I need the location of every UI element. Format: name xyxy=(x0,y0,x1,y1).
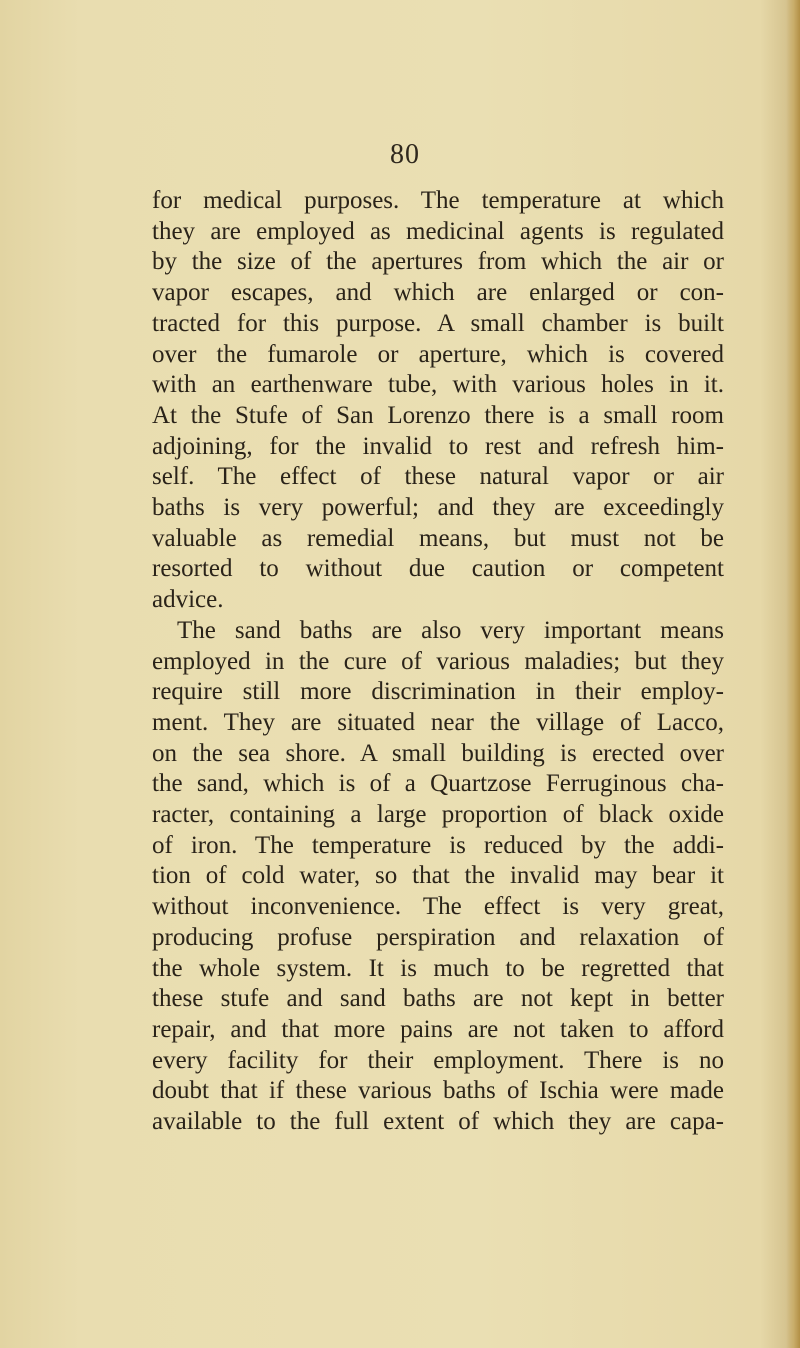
text-line: they are employed as medicinal agents is regulated xyxy=(152,217,724,245)
text-line: baths is very powerful; and they are exceedingly xyxy=(152,494,724,522)
page-number: 80 xyxy=(390,139,420,170)
text-line: doubt that if these various baths of Ischia were made xyxy=(152,1077,724,1105)
text-line: adjoining, for the invalid to rest and refresh him- xyxy=(152,432,724,460)
body-text xyxy=(152,186,724,1138)
text-line: self. The effect of these natural vapor or air xyxy=(152,463,724,491)
text-line: require still more discrimination in their employ- xyxy=(152,678,724,706)
text-line: vapor escapes, and which are enlarged or con- xyxy=(152,279,724,307)
text-line: of iron. The temperature is reduced by the addi- xyxy=(152,831,724,859)
text-line: without inconvenience. The effect is very great, xyxy=(152,893,724,921)
text-line: tion of cold water, so that the invalid may bear it xyxy=(152,862,724,890)
text-line: every facility for their employment. There is no xyxy=(152,1046,724,1074)
page-edge-shadow xyxy=(786,0,800,1348)
text-line: these stufe and sand baths are not kept in better xyxy=(152,985,724,1013)
text-line: repair, and that more pains are not taken to afford xyxy=(152,1015,724,1043)
text-line: the whole system. It is much to be regretted that xyxy=(152,954,724,982)
text-line: racter, containing a large proportion of black oxide xyxy=(152,801,724,829)
text-line: the sand, which is of a Quartzose Ferruginous cha- xyxy=(152,770,724,798)
text-line: ment. They are situated near the village of Lacco, xyxy=(152,708,724,736)
text-line: by the size of the apertures from which the air or xyxy=(152,248,724,276)
text-line: over the fumarole or aperture, which is covered xyxy=(152,340,724,368)
paragraph-start-line: The sand baths are also very important means xyxy=(177,616,724,644)
text-line: employed in the cure of various maladies; but they xyxy=(152,647,724,675)
text-line: valuable as remedial means, but must not be xyxy=(152,524,724,552)
paragraph-end-line: advice. xyxy=(152,586,224,614)
text-line: producing profuse perspiration and relaxation of xyxy=(152,923,724,951)
text-line: available to the full extent of which they are capa- xyxy=(152,1108,724,1136)
text-line: tracted for this purpose. A small chamber is built xyxy=(152,309,724,337)
text-line: for medical purposes. The temperature at which xyxy=(152,187,724,214)
text-line: with an earthenware tube, with various holes in it. xyxy=(152,371,724,399)
text-line: on the sea shore. A small building is erected over xyxy=(152,739,724,767)
text-line: At the Stufe of San Lorenzo there is a small room xyxy=(152,401,724,429)
text-line: resorted to without due caution or competent xyxy=(152,555,724,583)
